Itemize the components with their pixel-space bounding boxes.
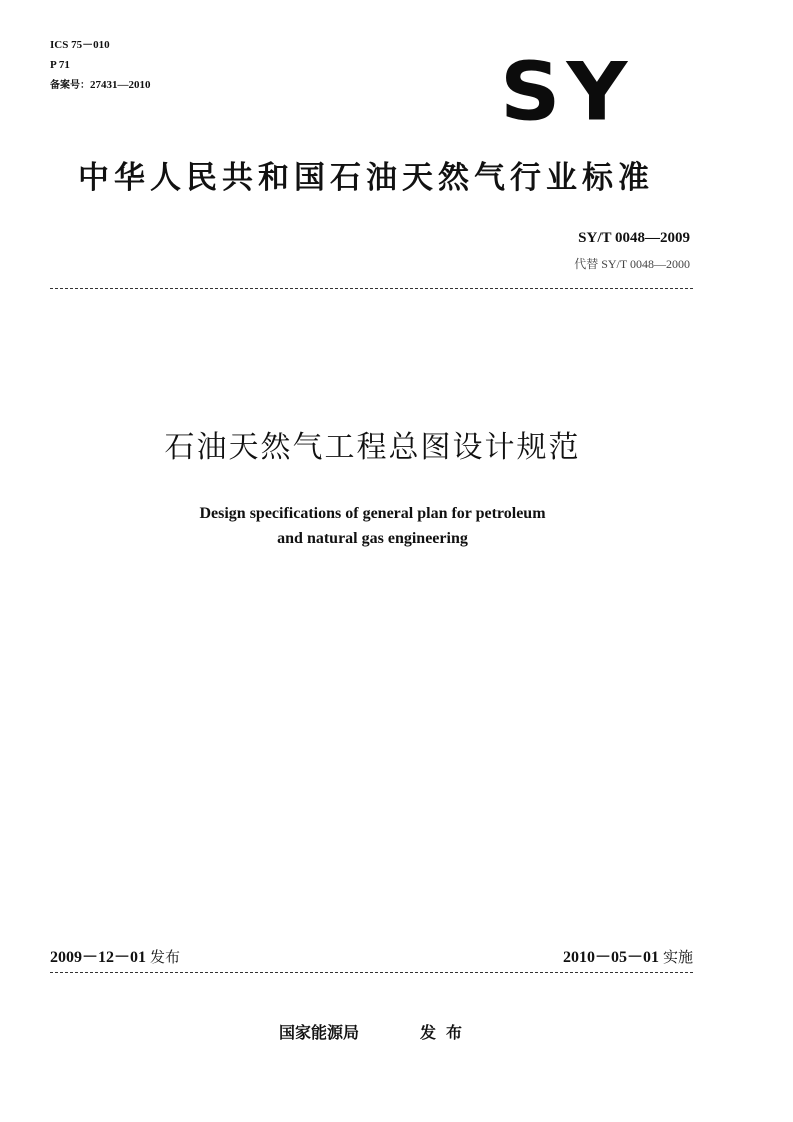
ics-number: ICS 75－010 (50, 39, 110, 51)
standard-code: SY/T 0048—2009 (578, 230, 690, 246)
implement-date-line (563, 944, 693, 967)
classification-code: P 71 (50, 59, 70, 71)
implement-label: 实施 (662, 948, 693, 966)
publish-label: 发布 (420, 1023, 473, 1042)
document-title-en-line2: and natural gas engineering (277, 530, 468, 547)
record-label: 备案号： (50, 80, 90, 91)
implement-date: 2010－05－01 (562, 949, 659, 966)
record-number: 27431—2010 (90, 79, 151, 91)
document-title-cn: 石油天然气工程总图设计规范 (164, 430, 581, 465)
issue-label: 发布 (150, 948, 181, 966)
sy-logo: SY (500, 45, 634, 139)
replaces-standard: 代替 SY/T 0048—2000 (574, 257, 690, 271)
record-number-line (50, 78, 151, 93)
issue-date-line (50, 944, 180, 967)
document-title-en-line1: Design specifications of general plan for petroleum (199, 505, 546, 522)
publisher-name: 国家能源局 (279, 1023, 360, 1042)
issue-date: 2009－12－01 (50, 949, 147, 966)
bottom-divider (50, 972, 693, 973)
standard-category-title: 中华人民共和国石油天然气行业标准 (78, 160, 654, 196)
top-divider (50, 288, 693, 289)
